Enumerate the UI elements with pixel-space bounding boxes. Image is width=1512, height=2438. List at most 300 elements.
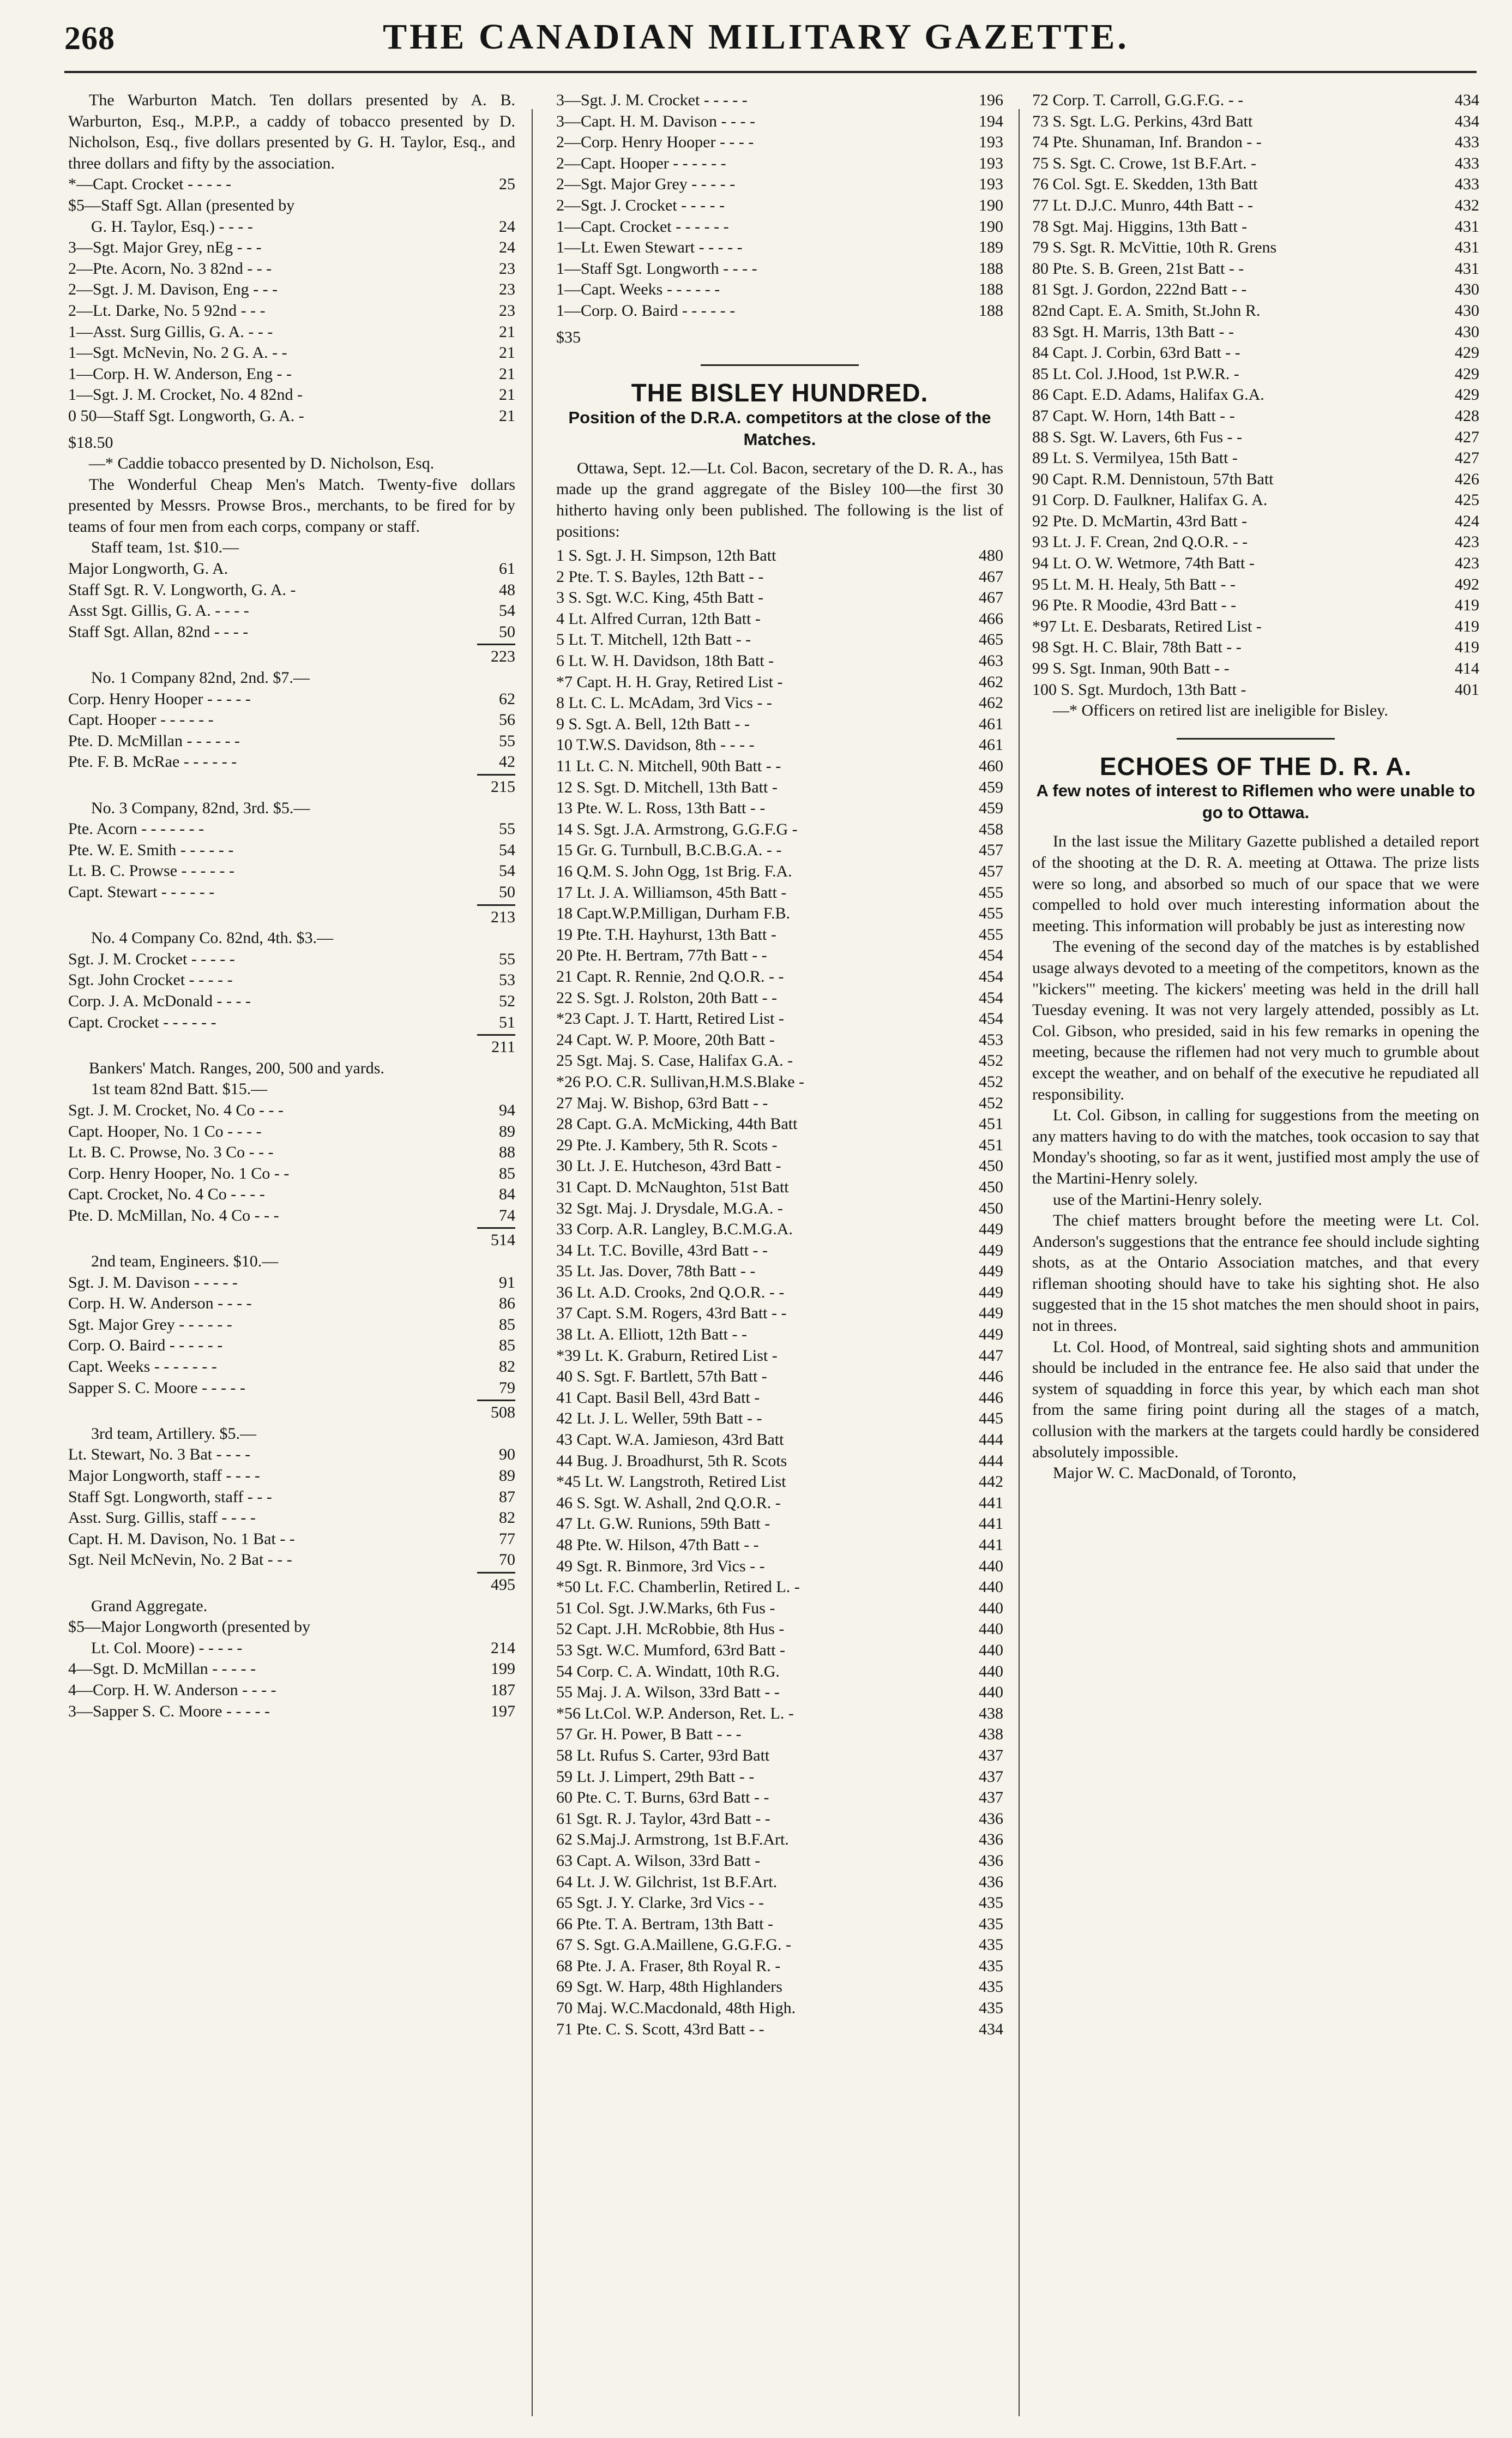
entry-score: 48	[499, 580, 515, 599]
entry-label: 58 Lt. Rufus S. Carter, 93rd Batt	[556, 1746, 770, 1764]
score-row	[556, 1619, 1003, 1640]
entry-label: 46 S. Sgt. W. Ashall, 2nd Q.O.R. -	[556, 1493, 781, 1512]
entry-label: 2nd team, Engineers. $10.—	[91, 1252, 279, 1271]
score-row	[68, 1529, 515, 1550]
entry-label: Corp. Henry Hooper - - - - -	[68, 689, 251, 708]
entry-score: 427	[1455, 449, 1479, 467]
entry-score: 434	[979, 2020, 1003, 2038]
entry-score: 429	[1455, 344, 1479, 362]
score-row	[68, 1121, 515, 1143]
section-subheading: A few notes of interest to Riflemen who were unable to go to Ottawa.	[1036, 781, 1475, 822]
total-rule	[477, 644, 515, 645]
score-row	[1032, 490, 1479, 511]
entry-score: 188	[979, 259, 1003, 278]
score-row	[556, 1745, 1003, 1767]
score-row	[68, 1508, 515, 1529]
column-divider	[532, 109, 533, 2416]
page-number: 268	[64, 20, 115, 56]
entry-score: 53	[499, 971, 515, 989]
entry-label: 2—Sgt. J. M. Davison, Eng - - -	[68, 280, 278, 299]
entry-label: Capt. Stewart - - - - - -	[68, 882, 215, 901]
score-row	[556, 1956, 1003, 1977]
entry-label: 49 Sgt. R. Binmore, 3rd Vics - -	[556, 1557, 765, 1575]
entry-label: 88 S. Sgt. W. Lavers, 6th Fus - -	[1032, 428, 1243, 446]
entry-label: 100 S. Sgt. Murdoch, 13th Batt -	[1032, 680, 1246, 699]
score-row	[1032, 595, 1479, 616]
score-row	[556, 861, 1003, 882]
score-row	[556, 1640, 1003, 1661]
score-row	[68, 1466, 515, 1487]
score-row	[556, 798, 1003, 819]
entry-score: 189	[979, 238, 1003, 257]
entry-label: Corp. Henry Hooper, No. 1 Co - -	[68, 1164, 290, 1182]
entry-label: 3—Sapper S. C. Moore - - - - -	[68, 1702, 270, 1720]
entry-score: 480	[979, 547, 1003, 565]
entry-label: Major Longworth, G. A.	[68, 560, 228, 578]
score-row	[1032, 637, 1479, 658]
score-row	[556, 1598, 1003, 1619]
entry-score: 452	[979, 1094, 1003, 1112]
entry-score: 211	[491, 1038, 515, 1056]
entry-score: 438	[979, 1704, 1003, 1722]
entry-label: 2—Pte. Acorn, No. 3 82nd - - -	[68, 259, 272, 278]
score-row	[1032, 132, 1479, 153]
entry-score	[450, 433, 515, 454]
entry-score: 440	[979, 1662, 1003, 1680]
score-row	[556, 327, 1003, 349]
score-row	[556, 1977, 1003, 1998]
score-row	[556, 1156, 1003, 1177]
entry-score: 463	[979, 652, 1003, 670]
score-row	[1032, 217, 1479, 238]
entry-score: 79	[499, 1378, 515, 1397]
entry-score	[938, 327, 1003, 349]
score-row	[68, 1402, 515, 1424]
entry-score: 426	[1455, 470, 1479, 488]
entry-score: 56	[499, 711, 515, 729]
entry-score: 430	[1455, 322, 1479, 341]
score-row	[1032, 259, 1479, 280]
score-row	[1032, 680, 1479, 701]
entry-label: 34 Lt. T.C. Boville, 43rd Batt - -	[556, 1241, 768, 1259]
entry-score: 508	[491, 1403, 515, 1422]
score-row	[1032, 658, 1479, 680]
entry-label: Capt. Hooper - - - - - -	[68, 711, 214, 729]
entry-label: 1—Staff Sgt. Longworth - - - -	[556, 259, 757, 278]
score-row	[556, 1724, 1003, 1745]
entry-score	[450, 1251, 515, 1272]
entry-score: 54	[499, 862, 515, 880]
score-row	[68, 1356, 515, 1378]
entry-label: 52 Capt. J.H. McRobbie, 8th Hus -	[556, 1620, 785, 1638]
paragraph: The Wonderful Cheap Men's Match. Twenty-five dollars presented by Messrs. Prowse Bros., merchants, to be fired for by teams of four men from each corps, company or staff.	[68, 475, 515, 536]
entry-score: 85	[499, 1164, 515, 1182]
entry-label: Capt. Hooper, No. 1 Co - - - -	[68, 1122, 262, 1140]
entry-score: 452	[979, 1052, 1003, 1070]
entry-score: 458	[979, 820, 1003, 838]
score-row	[556, 1093, 1003, 1114]
score-row	[1032, 111, 1479, 133]
entry-score: 215	[491, 778, 515, 796]
score-row	[556, 672, 1003, 693]
score-row	[556, 153, 1003, 175]
score-row	[1032, 574, 1479, 596]
entry-label: 90 Capt. R.M. Dennistoun, 57th Batt	[1032, 470, 1274, 488]
entry-label: 86 Capt. E.D. Adams, Halifax G.A.	[1032, 386, 1264, 404]
entry-score: 193	[979, 175, 1003, 194]
entry-score: 82	[499, 1509, 515, 1527]
score-row	[68, 364, 515, 385]
score-row	[68, 928, 515, 949]
entry-label: 13 Pte. W. L. Ross, 13th Batt - -	[556, 799, 766, 818]
entry-score: 450	[979, 1199, 1003, 1217]
score-row	[1032, 511, 1479, 532]
entry-label: 54 Corp. C. A. Windatt, 10th R.G.	[556, 1662, 780, 1680]
spacer	[68, 427, 515, 433]
score-row	[556, 1408, 1003, 1430]
score-row	[556, 1514, 1003, 1535]
entry-score: 213	[491, 908, 515, 926]
entry-label: 1—Corp. H. W. Anderson, Eng - -	[68, 364, 292, 383]
paragraph: Bankers' Match. Ranges, 200, 500 and yards.	[89, 1059, 384, 1077]
entry-score: 436	[979, 1809, 1003, 1828]
entry-score: 214	[491, 1638, 515, 1657]
entry-score: 55	[499, 731, 515, 750]
entry-score: 85	[499, 1315, 515, 1334]
score-row	[1032, 616, 1479, 638]
entry-label: 9 S. Sgt. A. Bell, 12th Batt - -	[556, 714, 750, 733]
entry-score: 435	[979, 1978, 1003, 1996]
paragraph: The Warburton Match. Ten dollars presented by A. B. Warburton, Esq., M.P.P., a caddy of tobacco presented by D. Nicholson, Esq., five dollars presented by G. H. Taylor, Esq., and three dollars and fifty by the association.	[68, 91, 515, 172]
entry-label: Asst. Surg. Gillis, staff - - - -	[68, 1509, 256, 1527]
score-row	[68, 622, 515, 643]
score-row	[68, 601, 515, 622]
entry-score: 459	[979, 799, 1003, 818]
entry-score: 193	[979, 154, 1003, 172]
score-row	[1032, 364, 1479, 385]
entry-score: 433	[1455, 175, 1479, 194]
score-row	[68, 1659, 515, 1680]
score-row	[68, 777, 515, 798]
section-subheading: Position of the D.R.A. competitors at the close of the Matches.	[568, 407, 991, 449]
paragraph: Major W. C. MacDonald, of Toronto,	[1053, 1464, 1297, 1482]
entry-label: $5—Major Longworth (presented by	[68, 1618, 311, 1636]
entry-label: 0 50—Staff Sgt. Longworth, G. A. -	[68, 406, 304, 425]
entry-label: 1st team 82nd Batt. $15.—	[91, 1080, 268, 1098]
score-row	[556, 1303, 1003, 1324]
entry-score: 449	[979, 1325, 1003, 1344]
entry-score	[450, 1424, 515, 1445]
score-row	[556, 1261, 1003, 1282]
total-rule	[477, 774, 515, 776]
entry-score: 441	[979, 1515, 1003, 1533]
score-row	[68, 259, 515, 280]
entry-score: 434	[1455, 112, 1479, 130]
score-row	[556, 1535, 1003, 1556]
entry-score: 419	[1455, 638, 1479, 657]
score-row	[1032, 427, 1479, 448]
entry-label: Lt. Stewart, No. 3 Bat - - - -	[68, 1445, 251, 1464]
entry-score: 437	[979, 1767, 1003, 1786]
entry-label: 59 Lt. J. Limpert, 29th Batt - -	[556, 1767, 755, 1786]
entry-score: 429	[1455, 364, 1479, 383]
score-row	[556, 1008, 1003, 1030]
score-row	[556, 1914, 1003, 1935]
score-row	[556, 1430, 1003, 1451]
section-rule	[1177, 738, 1335, 740]
entry-score: 435	[979, 1894, 1003, 1912]
entry-label: Pte. D. McMillan, No. 4 Co - - -	[68, 1206, 279, 1224]
entry-label: 18 Capt.W.P.Milligan, Durham F.B.	[556, 904, 791, 923]
entry-score: 444	[979, 1431, 1003, 1449]
entry-label: 11 Lt. C. N. Mitchell, 90th Batt - -	[556, 757, 781, 776]
entry-label: *23 Capt. J. T. Hartt, Retired List -	[556, 1010, 784, 1028]
entry-label: 87 Capt. W. Horn, 14th Batt - -	[1032, 406, 1235, 425]
entry-label: 30 Lt. J. E. Hutcheson, 43rd Batt -	[556, 1157, 781, 1175]
entry-label: 1—Lt. Ewen Stewart - - - - -	[556, 238, 743, 257]
entry-score: 21	[499, 386, 515, 404]
entry-label: 89 Lt. S. Vermilyea, 15th Batt -	[1032, 449, 1238, 467]
score-row	[556, 1872, 1003, 1893]
entry-score: 434	[1455, 91, 1479, 109]
entry-label: 2—Corp. Henry Hooper - - - -	[556, 133, 754, 152]
paragraph: Lt. Col. Gibson, in calling for suggestions from the meeting on any matters having to do with the matches, took occasion to say that Monday's shooting, so far as it went, justified most amply the use of the Martini-Henry solely.	[1032, 1106, 1479, 1187]
score-row	[68, 537, 515, 559]
entry-score: 447	[979, 1346, 1003, 1365]
entry-label	[68, 1575, 450, 1596]
entry-label: Sgt. J. M. Crocket, No. 4 Co - - -	[68, 1101, 284, 1119]
entry-score: 61	[499, 560, 515, 578]
entry-score: 55	[499, 950, 515, 968]
score-row	[556, 587, 1003, 609]
score-row	[68, 1701, 515, 1722]
entry-score: 449	[979, 1241, 1003, 1259]
entry-label: Staff Sgt. R. V. Longworth, G. A. -	[68, 580, 296, 599]
entry-score: 461	[979, 736, 1003, 754]
entry-label: 55 Maj. J. A. Wilson, 33rd Batt - -	[556, 1683, 780, 1702]
score-row	[556, 111, 1003, 133]
entry-label	[68, 1230, 450, 1251]
entry-score	[450, 1079, 515, 1100]
entry-label: 83 Sgt. H. Marris, 13th Batt - -	[1032, 322, 1234, 341]
score-row	[68, 1163, 515, 1185]
entry-score: 440	[979, 1578, 1003, 1596]
entry-score: 450	[979, 1178, 1003, 1196]
score-row	[556, 90, 1003, 111]
entry-label: 24 Capt. W. P. Moore, 20th Batt -	[556, 1030, 775, 1049]
score-row	[68, 646, 515, 668]
entry-label: $5—Staff Sgt. Allan (presented by	[68, 196, 295, 214]
entry-score: 449	[979, 1283, 1003, 1301]
score-row	[556, 1366, 1003, 1388]
entry-score: 462	[979, 672, 1003, 691]
entry-score: 25	[499, 175, 515, 194]
score-row	[556, 301, 1003, 322]
entry-score	[450, 668, 515, 689]
entry-score: 21	[499, 322, 515, 341]
score-row	[556, 1682, 1003, 1703]
score-row	[68, 1037, 515, 1058]
entry-label: 47 Lt. G.W. Runions, 59th Batt -	[556, 1515, 770, 1533]
entry-label: Pte. F. B. McRae - - - - - -	[68, 753, 237, 771]
entry-label: 66 Pte. T. A. Bertram, 13th Batt -	[556, 1914, 774, 1933]
entry-label: 2 Pte. T. S. Bayles, 12th Batt - -	[556, 567, 764, 586]
entry-label: 77 Lt. D.J.C. Munro, 44th Batt - -	[1032, 196, 1253, 214]
entry-score: 457	[979, 841, 1003, 860]
entry-label: No. 3 Company, 82nd, 3rd. $5.—	[91, 798, 310, 817]
entry-label: 16 Q.M. S. John Ogg, 1st Brig. F.A.	[556, 862, 792, 880]
entry-score: 459	[979, 778, 1003, 796]
entry-score: 440	[979, 1557, 1003, 1575]
entry-label: *—Capt. Crocket - - - - -	[68, 175, 232, 194]
entry-score: 429	[1455, 386, 1479, 404]
entry-label: 38 Lt. A. Elliott, 12th Batt - -	[556, 1325, 747, 1344]
entry-score: 90	[499, 1445, 515, 1464]
score-row	[556, 1324, 1003, 1346]
paragraph: —* Caddie tobacco presented by D. Nicholson, Esq.	[89, 454, 435, 473]
score-row	[556, 567, 1003, 588]
entry-label: 2—Sgt. Major Grey - - - - -	[556, 175, 736, 194]
entry-label: Sapper S. C. Moore - - - - -	[68, 1378, 245, 1397]
score-row	[556, 1135, 1003, 1156]
entry-label: 71 Pte. C. S. Scott, 43rd Batt - -	[556, 2020, 764, 2038]
entry-label: 67 S. Sgt. G.A.Maillene, G.G.F.G. -	[556, 1936, 791, 1954]
entry-score: 423	[1455, 533, 1479, 551]
score-row	[1032, 153, 1479, 175]
section-heading: ECHOES OF THE D. R. A.	[1099, 752, 1412, 780]
entry-score: 414	[1455, 659, 1479, 678]
entry-label: Corp. J. A. McDonald - - - -	[68, 992, 251, 1010]
score-row	[556, 819, 1003, 840]
entry-label: 41 Capt. Basil Bell, 43rd Batt -	[556, 1388, 760, 1407]
entry-label: No. 4 Company Co. 82nd, 4th. $3.—	[91, 929, 334, 947]
score-row	[68, 1314, 515, 1336]
score-row	[556, 629, 1003, 651]
entry-score: 419	[1455, 596, 1479, 615]
entry-score: 74	[499, 1206, 515, 1224]
entry-score: 433	[1455, 154, 1479, 172]
entry-label: 28 Capt. G.A. McMicking, 44th Batt	[556, 1115, 798, 1133]
score-row	[556, 1388, 1003, 1409]
entry-score: 442	[979, 1473, 1003, 1491]
entry-score: 190	[979, 217, 1003, 236]
entry-label: 6 Lt. W. H. Davidson, 18th Batt -	[556, 652, 774, 670]
score-row	[556, 1451, 1003, 1472]
masthead-title: THE CANADIAN MILITARY GAZETTE.	[383, 17, 1129, 57]
entry-score: 50	[499, 622, 515, 641]
entry-score: 437	[979, 1788, 1003, 1807]
entry-score: 84	[499, 1185, 515, 1204]
entry-score	[450, 1617, 515, 1638]
total-rule	[477, 1227, 515, 1229]
entry-label: 35 Lt. Jas. Dover, 78th Batt - -	[556, 1262, 756, 1281]
entry-score: 435	[979, 1956, 1003, 1975]
entry-label: 91 Corp. D. Faulkner, Halifax G. A.	[1032, 491, 1268, 509]
score-row	[68, 1184, 515, 1205]
entry-score: 21	[499, 406, 515, 425]
score-row	[1032, 279, 1479, 301]
score-row	[556, 237, 1003, 259]
score-row	[556, 945, 1003, 966]
entry-score: 24	[499, 217, 515, 236]
paragraph: The evening of the second day of the matches is by established usage always devoted to a meeting of the competitors, known as the "kickers'" meeting. The kickers' meeting was held in the drill hall Tuesday evening. It was not very largely attended, possibly as Lt. Col. Gibson, who presided, said in his few remarks in opening the meeting, because the riflemen had not very much to grumble about except the weather, and on behalf of the executive he repudiated all responsibility.	[1032, 938, 1479, 1103]
entry-label: Corp. O. Baird - - - - - -	[68, 1336, 223, 1355]
entry-score: 455	[979, 904, 1003, 923]
score-row	[556, 1219, 1003, 1240]
entry-score: 435	[979, 1936, 1003, 1954]
score-row	[68, 882, 515, 903]
entry-label: Major Longworth, staff - - - -	[68, 1467, 260, 1485]
entry-label: 53 Sgt. W.C. Mumford, 63rd Batt -	[556, 1641, 786, 1659]
entry-label: 17 Lt. J. A. Williamson, 45th Batt -	[556, 883, 787, 902]
entry-label: 3—Sgt. J. M. Crocket - - - - -	[556, 91, 748, 109]
entry-score: 430	[1455, 280, 1479, 299]
section-heading: THE BISLEY HUNDRED.	[631, 379, 929, 407]
score-row	[556, 1472, 1003, 1493]
total-rule	[477, 1572, 515, 1574]
score-row	[68, 1251, 515, 1272]
entry-label: 12 S. Sgt. D. Mitchell, 13th Batt -	[556, 778, 778, 796]
entry-score: 77	[499, 1529, 515, 1548]
entry-score: 82	[499, 1358, 515, 1376]
entry-label: *50 Lt. F.C. Chamberlin, Retired L. -	[556, 1578, 800, 1596]
entry-score: 427	[1455, 428, 1479, 446]
score-row	[556, 714, 1003, 735]
entry-label: 42 Lt. J. L. Weller, 59th Batt - -	[556, 1409, 762, 1428]
entry-score: 457	[979, 862, 1003, 880]
score-row	[556, 1577, 1003, 1598]
entry-score: 54	[499, 602, 515, 620]
score-row	[556, 1493, 1003, 1514]
total-rule	[477, 1034, 515, 1036]
entry-label: Grand Aggregate.	[91, 1596, 208, 1615]
paragraph: Lt. Col. Hood, of Montreal, said sighting shots and ammunition should be included in the entrance fee. He also said that under the system of squadding in force this year, by which each man shot from the same firing point during all the stages of a match, collusion with the markers at the targets could hardly be considered absolutely impossible.	[1032, 1337, 1479, 1461]
entry-label: 95 Lt. M. H. Healy, 5th Batt - -	[1032, 575, 1236, 593]
score-row	[1032, 237, 1479, 259]
entry-label: Sgt. J. M. Crocket - - - - -	[68, 950, 235, 968]
entry-label: Lt. Col. Moore) - - - - -	[91, 1638, 243, 1657]
entry-score: 188	[979, 280, 1003, 299]
entry-score: 196	[979, 91, 1003, 109]
score-row	[68, 840, 515, 861]
score-row	[68, 1444, 515, 1466]
entry-score: 455	[979, 883, 1003, 902]
entry-label: Capt. Weeks - - - - - - -	[68, 1358, 217, 1376]
score-row	[68, 1335, 515, 1356]
entry-label: 93 Lt. J. F. Crean, 2nd Q.O.R. - -	[1032, 533, 1248, 551]
score-row	[68, 237, 515, 259]
score-row	[556, 279, 1003, 301]
entry-label: 1—Corp. O. Baird - - - - - -	[556, 301, 736, 320]
entry-score: 461	[979, 714, 1003, 733]
entry-label: 4—Sgt. D. McMillan - - - - -	[68, 1660, 256, 1678]
entry-label: 21 Capt. R. Rennie, 2nd Q.O.R. - -	[556, 967, 784, 986]
score-row	[556, 2019, 1003, 2040]
entry-score: 51	[499, 1013, 515, 1031]
score-row	[556, 1072, 1003, 1093]
score-row	[68, 861, 515, 882]
score-row	[556, 1030, 1003, 1051]
entry-label: 63 Capt. A. Wilson, 33rd Batt -	[556, 1851, 761, 1870]
entry-label: 43 Capt. W.A. Jamieson, 43rd Batt	[556, 1431, 784, 1449]
total-rule	[477, 904, 515, 906]
score-row	[68, 217, 515, 238]
entry-score: 62	[499, 689, 515, 708]
entry-score: 86	[499, 1294, 515, 1313]
entry-label: 2—Capt. Hooper - - - - - -	[556, 154, 726, 172]
entry-label: 96 Pte. R Moodie, 43rd Batt - -	[1032, 596, 1237, 615]
score-row	[68, 559, 515, 580]
